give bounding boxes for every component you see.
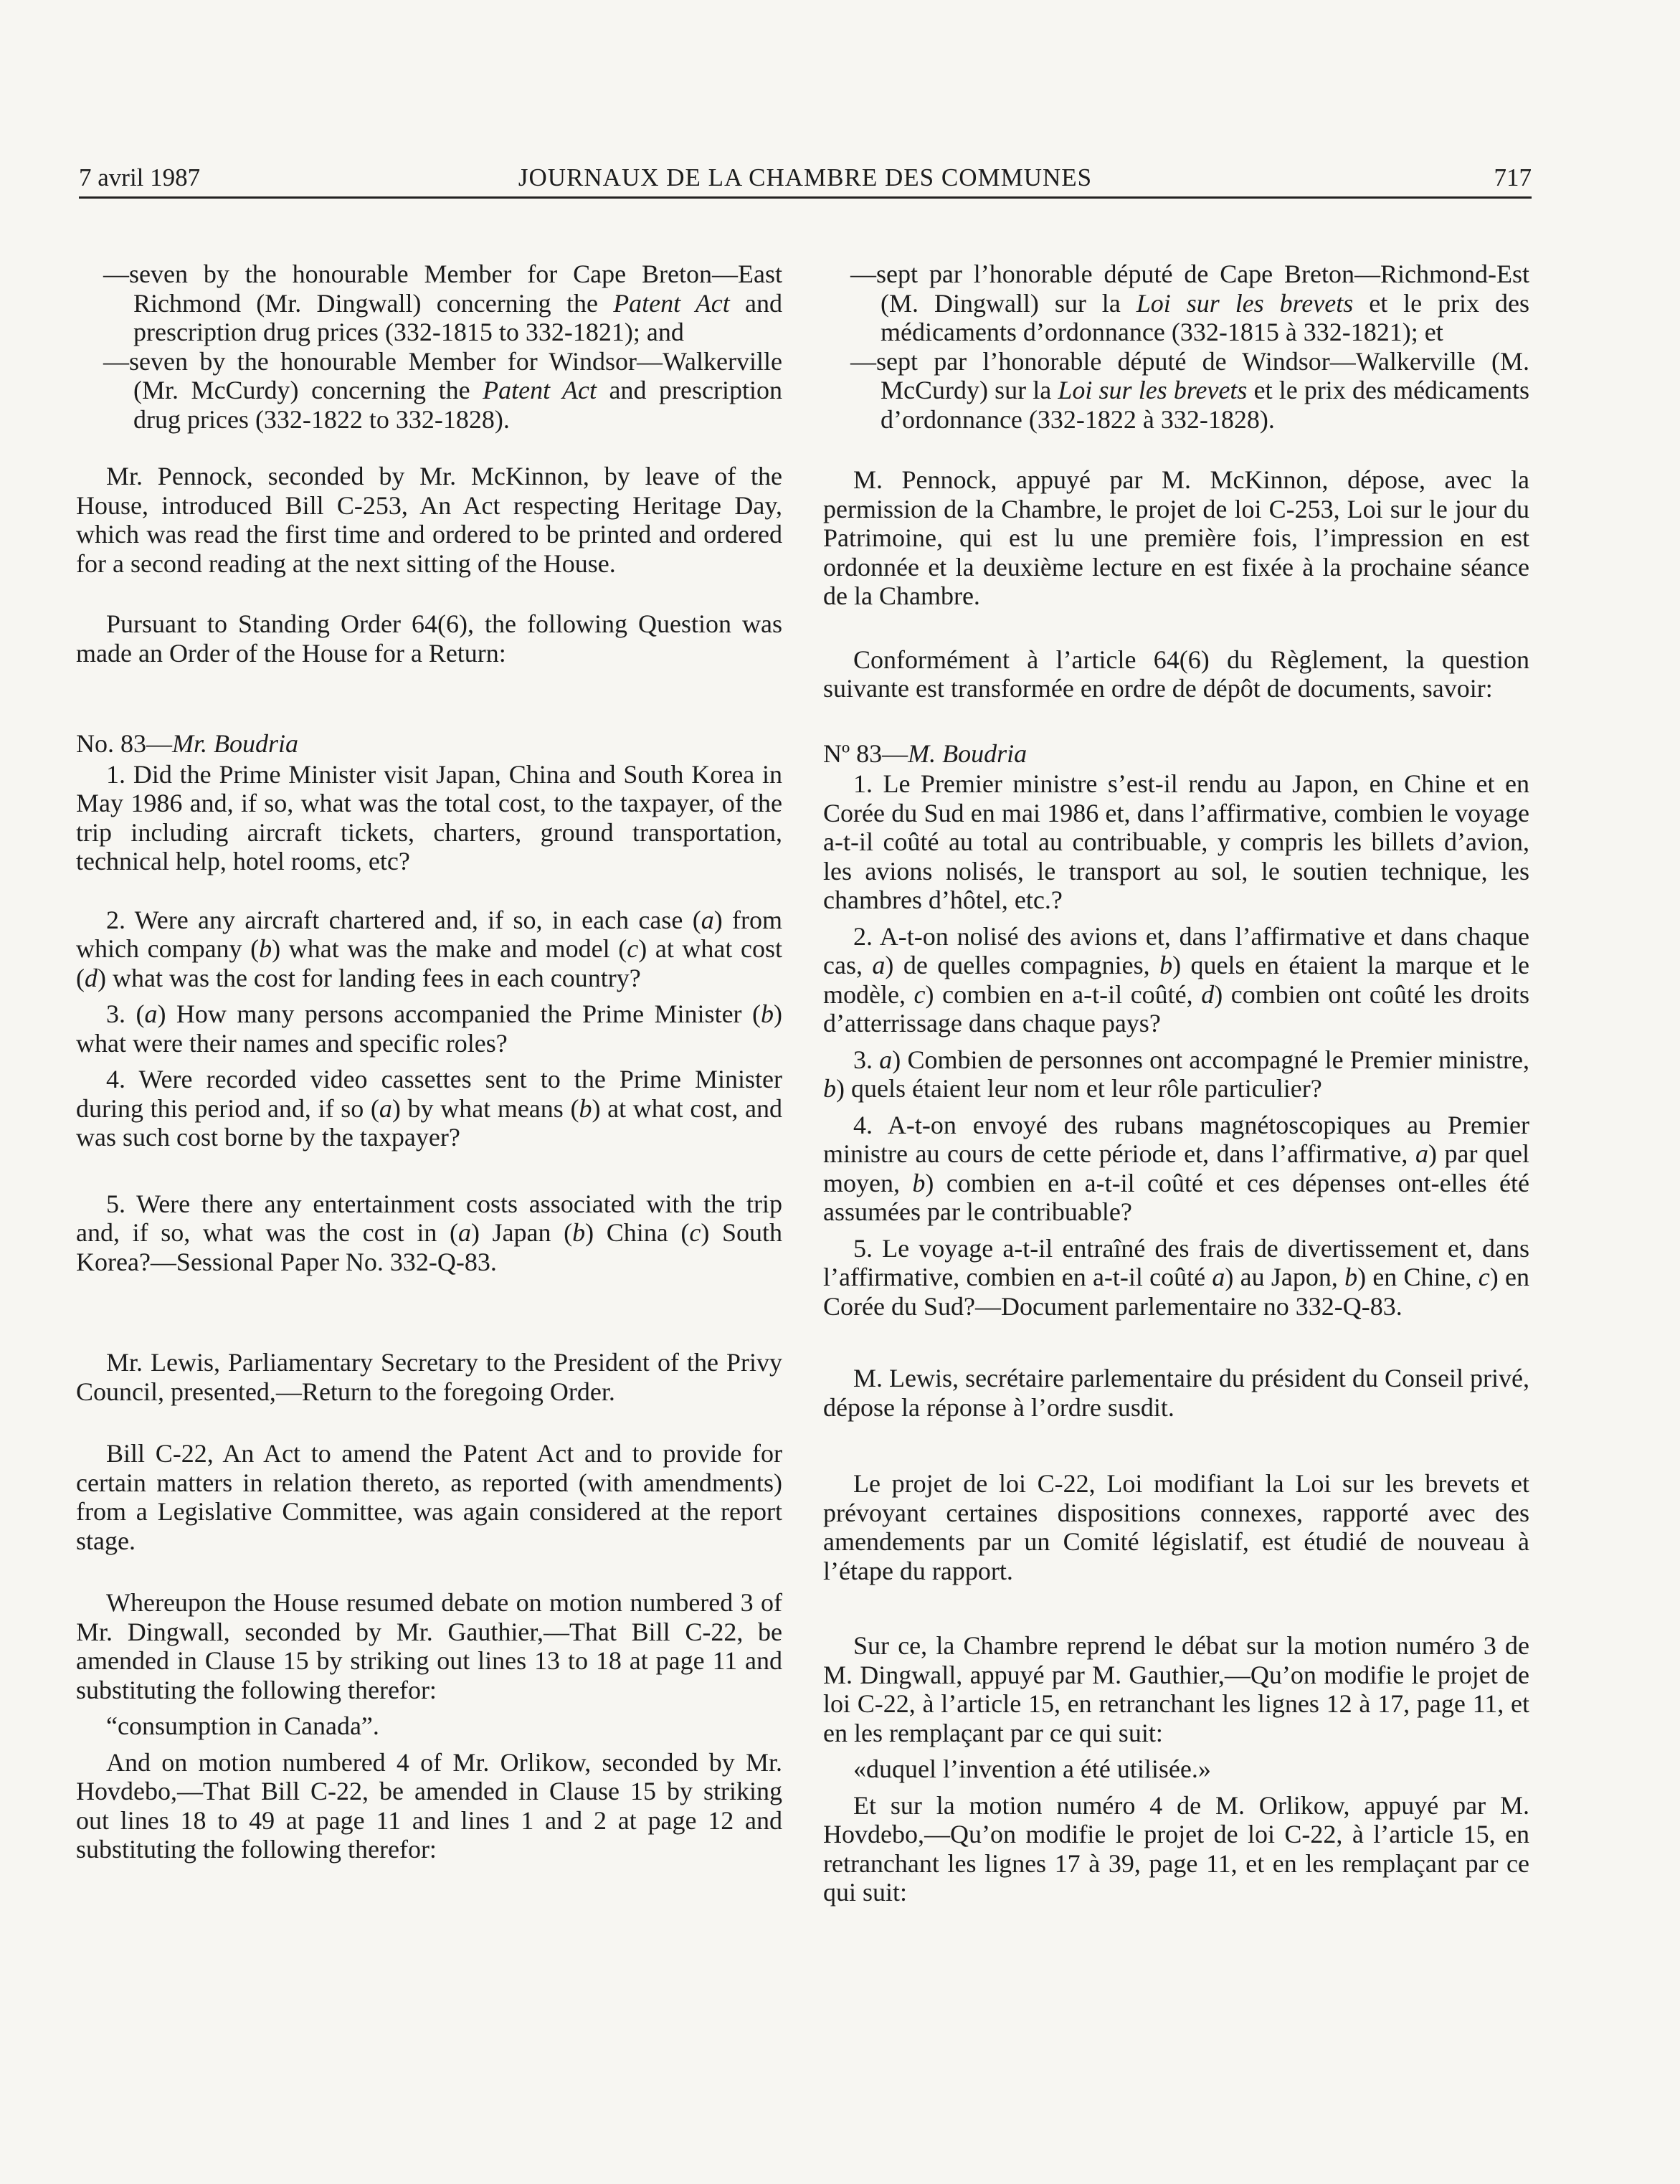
paragraph-whereupon: Whereupon the House resumed debate on motion numbered 3 of Mr. Dingwall, seconded by Mr. Gauthier,—That Bill C-22, be amended in Clause 15 by striking out lines 13 to 18 at page 11 and substituting the following therefor: — [76, 1588, 782, 1704]
question-2: 2. A-t-on nolisé des avions et, dans l’affirmative et dans chaque cas, a) de quelles compagnies, b) quels en étaient la marque et le modèle, c) combien en a-t-il coûté, d) combien ont coûté les droits d’atterrissage dans chaque pays? — [823, 921, 1529, 1038]
paragraph-pursuant: Pursuant to Standing Order 64(6), the following Question was made an Order of the House for a Return: — [76, 609, 782, 668]
paragraph-orlikow: Et sur la motion numéro 4 de M. Orlikow, appuyé par M. Hovdebo,—Qu’on modifie le projet de loi C-22, à l’article 15, en retranchant les lignes 17 à 39, page 11, et en les remplaçant par ce qui suit: — [823, 1790, 1529, 1907]
paragraph-bill: Le projet de loi C-22, Loi modifiant la Loi sur les brevets et prévoyant certaines dispositions connexes, rapporté avec des amendements par un Comité législatif, est étudié de nouveau à l’étape du rapport. — [823, 1469, 1529, 1585]
page-header — [79, 161, 1532, 199]
paragraph-lewis: Mr. Lewis, Parliamentary Secretary to the President of the Privy Council, presented,—Return to the foregoing Order. — [76, 1348, 782, 1406]
question-5: 5. Le voyage a-t-il entraîné des frais de divertissement et, dans l’affirmative, combien en a-t-il coûté a) au Japon, b) en Chine, c) en Corée du Sud?—Document parlementaire no 332-Q-83. — [823, 1233, 1529, 1321]
question-2: 2. Were any aircraft chartered and, if so, in each case (a) from which company (b) what was the make and model (c) at what cost (d) what was the cost for landing fees in each country? — [76, 905, 783, 992]
question-1: 1. Did the Prime Minister visit Japan, China and South Korea in May 1986 and, if so, what was the total cost, to the taxpayer, of the trip including aircraft tickets, charters, ground transportation, technical help, hotel rooms, etc? — [76, 759, 782, 875]
question-4: 4. Were recorded video cassettes sent to the Prime Minister during this period and, if so (a) by what means (b) at what cost, and was such cost borne by the taxpayer? — [76, 1065, 782, 1152]
page-number: 717 — [1494, 163, 1532, 191]
question-3: 3. (a) How many persons accompanied the Prime Minister (b) what were their names and specific roles? — [76, 1000, 782, 1058]
english-column — [76, 260, 782, 1864]
question-4: 4. A-t-on envoyé des rubans magnétoscopiques au Premier ministre au cours de cette période et, dans l’affirmative, a) par quel moyen, b) combien en a-t-il coûté et ces dépenses ont-elles été assumées par le contribuable? — [823, 1110, 1530, 1226]
question-3: 3. a) Combien de personnes ont accompagné le Premier ministre, b) quels étaient leur nom et leur rôle particulier? — [823, 1045, 1529, 1103]
petition-item: —seven by the honourable Member for Cape Breton—East Richmond (Mr. Dingwall) concerning the Patent Act and prescription drug prices (332-1815 to 332-1821); and — [103, 260, 782, 346]
question-heading: No. 83—Mr. Boudria — [76, 729, 299, 758]
petition-item: —sept par l’honorable député de Cape Breton—Richmond-Est (M. Dingwall) sur la Loi sur les brevets et le prix des médicaments d’ordonnance (332-1815 à 332-1821); et — [850, 260, 1530, 346]
french-column — [823, 260, 1529, 1907]
motion-quote: «duquel l’invention a été utilisée.» — [853, 1755, 1211, 1783]
header-title: JOURNAUX DE LA CHAMBRE DES COMMUNES — [518, 163, 1093, 191]
question-1: 1. Le Premier ministre s’est-il rendu au Japon, en Chine et en Corée du Sud en mai 1986 et, dans l’affirmative, combien le voyage a-t-il coûté au total au contribuable, y compris les billets d’avion, les avions nolisés, le transport au sol, le soutien technique, les chambres d’hôtel, etc.? — [823, 769, 1529, 914]
paragraph-bill: Bill C-22, An Act to amend the Patent Act and to provide for certain matters in relation thereto, as reported (with amendments) from a Legislative Committee, was again considered at the report stage. — [76, 1439, 782, 1555]
motion-quote: “consumption in Canada”. — [106, 1711, 379, 1740]
paragraph-whereupon: Sur ce, la Chambre reprend le débat sur la motion numéro 3 de M. Dingwall, appuyé par M. Gauthier,—Qu’on modifie le projet de loi C-22, à l’article 15, en retranchant les lignes 12 à 17, page 11, et en les remplaçant par ce qui suit: — [823, 1631, 1529, 1747]
petition-item: —seven by the honourable Member for Windsor—Walkerville (Mr. McCurdy) concerning the Patent Act and prescription drug prices (332-1822 to 332-1828). — [103, 346, 783, 434]
question-heading: Nº 83—M. Boudria — [823, 739, 1028, 768]
paragraph-lewis: M. Lewis, secrétaire parlementaire du président du Conseil privé, dépose la réponse à l’ordre susdit. — [823, 1364, 1529, 1422]
paragraph-pennock: M. Pennock, appuyé par M. McKinnon, dépose, avec la permission de la Chambre, le projet de loi C-253, Loi sur le jour du Patrimoine, qui est lu une première fois, l’impression en est ordonnée et la deuxième lecture en est fixée à la prochaine séance de la Chambre. — [823, 465, 1529, 610]
paragraph-orlikow: And on motion numbered 4 of Mr. Orlikow, seconded by Mr. Hovdebo,—That Bill C-22, be amended in Clause 15 by striking out lines 18 to 49 at page 11 and lines 1 and 2 at page 12 and substituting the following therefor: — [76, 1747, 782, 1863]
header-date: 7 avril 1987 — [79, 163, 201, 191]
paragraph-pursuant: Conformément à l’article 64(6) du Règlement, la question suivante est transformée en ordre de dépôt de documents, savoir: — [823, 645, 1529, 703]
petition-item: —sept par l’honorable député de Windsor—Walkerville (M. McCurdy) sur la Loi sur les brevets et le prix des médicaments d’ordonnance (332-1822 à 332-1828). — [850, 346, 1530, 434]
question-5: 5. Were there any entertainment costs associated with the trip and, if so, what was the cost in (a) Japan (b) China (c) South Korea?—Sessional Paper No. 332-Q-83. — [76, 1189, 782, 1276]
paragraph-pennock: Mr. Pennock, seconded by Mr. McKinnon, by leave of the House, introduced Bill C-253, An Act respecting Heritage Day, which was read the first time and ordered to be printed and ordered for a second reading at the next sitting of the House. — [76, 462, 782, 578]
